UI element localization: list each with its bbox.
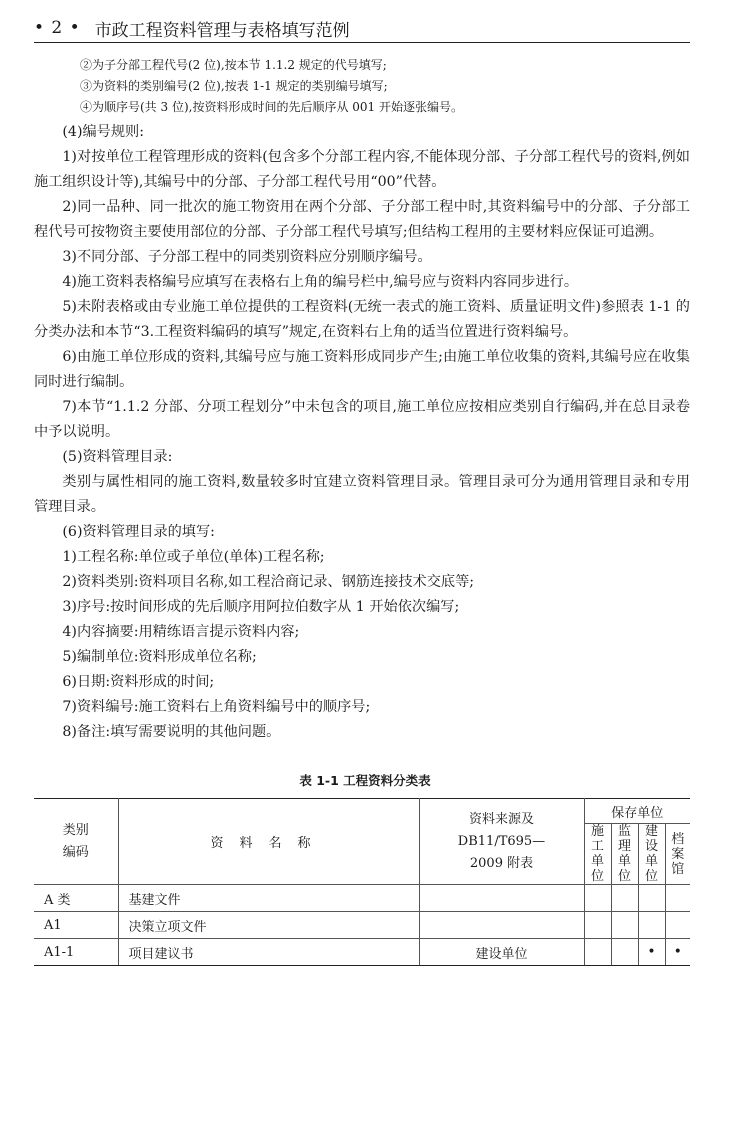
header-storage	[584, 799, 690, 824]
paragraph: 3)不同分部、子分部工程中的同类别资料应分别顺序编号。	[62, 249, 432, 265]
cell-code: A1	[34, 912, 118, 939]
page-header	[34, 14, 690, 43]
cell-name: 决策立项文件	[118, 912, 419, 939]
list-item: 3)序号:按时间形成的先后顺序用阿拉伯数字从 1 开始依次编写;	[62, 599, 460, 615]
paragraph: 1)对按单位工程管理形成的资料(包含多个分部工程内容,不能体现分部、子分部工程代号的资料,例如施工组织设计等),其编号中的分部、子分部工程代号用“00”代替。	[34, 149, 690, 190]
cell-mark	[638, 912, 665, 939]
header-storage-text: 保存单位	[611, 805, 664, 821]
list-item: 5)编制单位:资料形成单位名称;	[62, 649, 257, 665]
table-caption: 表 1-1 工程资料分类表	[299, 773, 431, 788]
cell-source	[419, 885, 584, 912]
cell-mark: •	[665, 939, 690, 966]
header-code-text: 类别编码	[62, 822, 89, 860]
paragraph: 6)由施工单位形成的资料,其编号应与施工资料形成同步产生;由施工单位收集的资料,其编号应在收集同时进行编制。	[34, 349, 690, 390]
header-unit-archive	[665, 824, 690, 885]
cell-mark	[611, 885, 638, 912]
cell-mark	[611, 939, 638, 966]
section-heading-catalog: (5)资料管理目录:	[62, 449, 173, 465]
cell-source: 建设单位	[419, 939, 584, 966]
paragraph: 5)未附表格或由专业施工单位提供的工程资料(无统一表式的施工资料、质量证明文件)参照表 1-1 的分类办法和本节“3.工程资料编码的填写”规定,在资料右上角的适当位置进行资料编号。	[34, 299, 690, 340]
cell-source	[419, 912, 584, 939]
list-item: 7)资料编号:施工资料右上角资料编号中的顺序号;	[62, 699, 371, 715]
list-item: 1)工程名称:单位或子单位(单体)工程名称;	[62, 549, 325, 565]
header-source	[419, 799, 584, 885]
table-row	[34, 939, 690, 966]
cell-mark: •	[638, 939, 665, 966]
paragraph: 4)施工资料表格编号应填写在表格右上角的编号栏中,编号应与资料内容同步进行。	[62, 274, 579, 290]
paragraph: 7)本节“1.1.2 分部、分项工程划分”中未包含的项目,施工单位应按相应类别自行编码,并在总目录卷中予以说明。	[34, 399, 690, 440]
header-source-text: 资料来源及 DB11/T695—2009 附表	[457, 811, 546, 871]
book-title: 市政工程资料管理与表格填写范例	[94, 20, 350, 41]
list-item: 2)资料类别:资料项目名称,如工程洽商记录、钢筋连接技术交底等;	[62, 574, 475, 590]
header-name	[118, 799, 419, 885]
header-unit-text: 档案馆	[671, 831, 685, 877]
body-text	[34, 55, 690, 745]
sub-item-list	[34, 55, 690, 118]
section-heading-numbering-rules: (4)编号规则:	[62, 124, 145, 140]
header-unit-text: 监理单位	[618, 824, 632, 884]
sub-item: ②为子分部工程代号(2 位),按本节 1.1.2 规定的代号填写;	[80, 58, 387, 72]
paragraph: 类别与属性相同的施工资料,数量较多时宜建立资料管理目录。管理目录可分为通用管理目录和专用管理目录。	[34, 474, 690, 515]
header-name-text: 资料名称	[210, 836, 327, 851]
header-unit-construction	[584, 824, 611, 885]
header-unit-text: 施工单位	[591, 824, 605, 884]
cell-name: 基建文件	[118, 885, 419, 912]
cell-mark	[584, 912, 611, 939]
header-unit-supervision	[611, 824, 638, 885]
cell-code: A 类	[34, 885, 118, 912]
cell-name: 项目建议书	[118, 939, 419, 966]
cell-code: A1-1	[34, 939, 118, 966]
header-code	[34, 799, 118, 885]
header-unit-text: 建设单位	[645, 824, 659, 884]
section-heading-catalog-fill: (6)资料管理目录的填写:	[62, 524, 215, 540]
list-item: 8)备注:填写需要说明的其他问题。	[62, 724, 281, 740]
sub-item: ④为顺序号(共 3 位),按资料形成时间的先后顺序从 001 开始逐张编号。	[80, 100, 463, 114]
table-row	[34, 912, 690, 939]
table-row	[34, 885, 690, 912]
cell-mark	[638, 885, 665, 912]
cell-mark	[611, 912, 638, 939]
cell-mark	[584, 885, 611, 912]
paragraph: 2)同一品种、同一批次的施工物资用在两个分部、子分部工程中时,其资料编号中的分部、子分部工程代号可按物资主要使用部位的分部、子分部工程代号填写;但结构工程用的主要材料应保证可追溯。	[34, 199, 690, 240]
cell-mark	[665, 912, 690, 939]
cell-mark	[665, 885, 690, 912]
classification-table	[34, 798, 690, 966]
page-number: • 2 •	[34, 18, 81, 38]
sub-item: ③为资料的类别编号(2 位),按表 1-1 规定的类别编号填写;	[80, 79, 388, 93]
list-item: 4)内容摘要:用精练语言提示资料内容;	[62, 624, 300, 640]
list-item: 6)日期:资料形成的时间;	[62, 674, 215, 690]
cell-mark	[584, 939, 611, 966]
header-unit-owner	[638, 824, 665, 885]
